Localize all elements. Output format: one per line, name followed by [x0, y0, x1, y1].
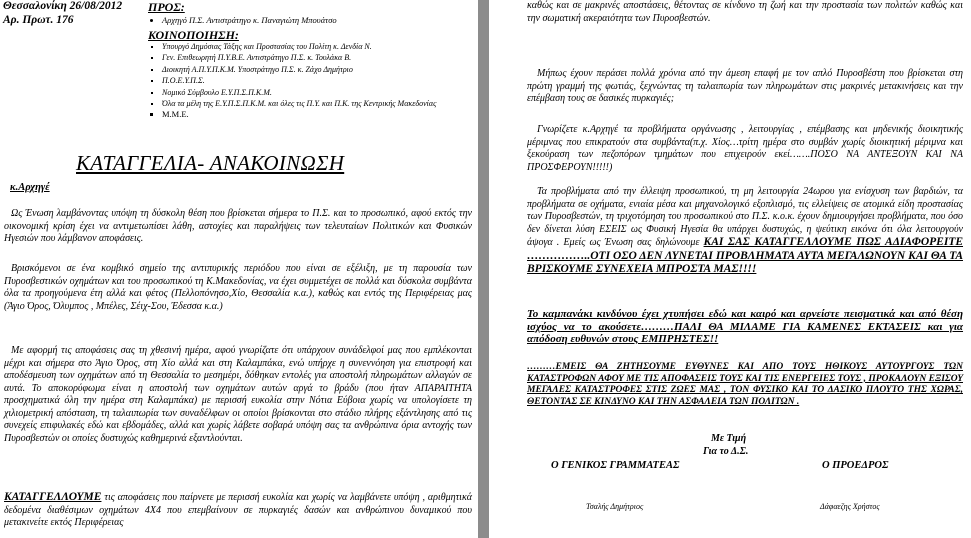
body-paragraph: [4, 208, 472, 246]
cc-recipient: ▪ Νομικό Σύμβουλο Ε.Υ.Π.Σ.Π.Κ.Μ.: [162, 87, 478, 98]
cc-list: [148, 41, 478, 121]
document-title: ΚΑΤΑΓΓΕΛΙΑ- ΑΝΑΚΟΙΝΩΣΗ: [76, 151, 345, 175]
cc-recipient: ▪ Γεν. Επιθεωρητή Π.Υ.Β.Ε. Αντιστράτηγο Π.Σ. κ. Τουλάκα Β.: [162, 52, 478, 63]
paragraph-text: Τα προβλήματα από την έλλειψη προσωπικού, τη μη λειτουργία 24ωρου για ενίσχυση των βαρδιών, τα προβλήματα σε οχήματα, ενιαία μέσα και μηχανολογικό εξοπλισμό, τις ελλείψεις σε ατομικά είδη προστασίας των Πυροσβεστών, τη τριχοτόμηση του προσωπικού στο Π.Σ. κ.ο.κ. έχουν δημιουργήσει προβλήματα, που όσο δεν δίνεται λύση ΕΣΕΙΣ ως Φυσική Ηγεσία θα υπάρχει δυστυχώς, η ψεύτικη εικόνα ότι όλα λειτουργούν άψογα . Εμείς ως Ένωση σας δηλώνουμε: [527, 186, 963, 248]
paragraph-text: Ως Ένωση λαμβάνοντας υπόψη τη δύσκολη θέση που βρίσκεται σήμερα το Π.Σ. και το προσωπικό, αφού εκτός την οικονομική κρίση έχει να αντιμετωπίσει λάθη, αστοχίες και παραλήψεις των τελευταίων Πολιτικών και Φυσικών Ηγεσιών που λάμβανον αποφάσεις.: [4, 208, 472, 244]
paragraph-text: Γνωρίζετε κ.Αρχηγέ τα προβλήματα οργάνωσης , λειτουργίας , επέμβασης και μηδενικής διοικητικής μέριμνας που επικρατούν στα συμβάντα(π.χ. Χίος…τρίτη ημέρα στο συμβάν χωρίς διοικητική μέριμνα και ξεκούραση των πεζοπόρων τμημάτων που επιχειρούν εκεί…….ΠΟΣΟ ΝΑ ΑΝΤΕΞΟΥΝ ΚΑΙ ΝΑ ΠΡΟΣΦΕΡΟΥΝ!!!!!): [527, 124, 963, 173]
paragraph-text: Βρισκόμενοι σε ένα κομβικό σημείο της αντιπυρικής περιόδου που είναι σε εξέλιξη, με τη παρουσία των Πυροσβεστικών οχημάτων και του προσωπικού τη Κ.Μακεδονίας, να έχει συμμετέχει σε πολλά και δύσκολα συμβάντα όλα τα προηγούμενα έτη αλλά και φέτος (Πελλοπόνησο,Χίο, Θεσσαλία κ.α.), καθώς και εντός της Περιφέρειας μας (Άγιο Όρος, Όλυμπος , Μπέλες, Σέιχ-Σου, Έδεσσα κ.α.): [4, 263, 472, 312]
body-paragraph: [527, 308, 963, 346]
paragraph-text: καθώς και σε μακρινές αποστάσεις, θέτοντας σε κίνδυνο τη ζωή και την προστασία των πολιτών καθώς και την σωματική ακεραιότητα των Πυροσβεστών.: [527, 0, 963, 24]
document-page-right: [489, 0, 971, 538]
signatory-name-president: Δάφαεζης Χρήστος: [820, 502, 880, 511]
body-paragraph: [527, 68, 963, 106]
signatory-name-secretary: Τσαλής Δημήτριος: [586, 502, 644, 511]
protocol-number: Αρ. Πρωτ. 176: [3, 14, 74, 26]
signatory-role-president: Ο ΠΡΟΕΔΡΟΣ: [822, 460, 889, 471]
to-recipient: • Αρχηγό Π.Σ. Αντιστράτηγο κ. Παναγιώτη Μπουάτσο: [162, 14, 478, 26]
body-paragraph: [527, 186, 963, 277]
to-heading: ΠΡΟΣ:: [148, 0, 185, 14]
cc-heading: ΚΟΙΝΟΠΟΙΗΣΗ:: [148, 28, 239, 42]
paragraph-text: ………ΕΜΕΙΣ ΘΑ ΖΗΤΗΣΟΥΜΕ ΕΥΘΥΝΕΣ ΚΑΙ ΑΠΟ ΤΟΥΣ ΗΘΙΚΟΥΣ ΑΥΤΟΥΡΓΟΥΣ ΤΩΝ ΚΑΤΑΣΤΡΟΦΩΝ ΑΦΟΥ ΜΕ ΤΙΣ ΑΠΟΦΑΣΕΙΣ ΤΟΥΣ ΚΑΙ ΤΙΣ ΕΝΕΡΓΕΙΕΣ ΤΟΥΣ , ΠΡΟΚΑΛΟΥΝ ΕΞΙΣΟΥ ΜΕΓΑΛΕΣ ΚΑΤΑΣΤΡΟΦΕΣ ΣΤΙΣ ΖΩΕΣ ΜΑΣ , ΤΟΝ ΦΥΣΙΚΟ ΚΑΙ ΤΟ ΔΑΣΙΚΟ ΠΛΟΥΤΟ ΤΗΣ ΧΩΡΑΣ, ΘΕΤΟΝΤΑΣ ΣΕ ΚΙΝΔΥΝΟ ΚΑΙ ΤΗΝ ΑΣΦΑΛΕΙΑ ΤΩΝ ΠΟΛΙΤΩΝ .: [527, 362, 963, 408]
cc-recipient: ▪ Διοικητή Α.Π.Υ.Π.Κ.Μ. Υποστράτηγο Π.Σ. κ. Ζάχο Δημήτριο: [162, 64, 478, 75]
paragraph-text: Μήπως έχουν περάσει πολλά χρόνια από την άμεση επαφή με τον απλό Πυροσβέστη που βρίσκεται στη πρώτη γραμμή της φωτιάς, ξεχνώντας τη ταλαιπωρία των πληρωμάτων στις μακρινές μετακινήσεις και την επέμβαση τους σε δασικές πυρκαγιές;: [527, 68, 963, 104]
document-page-left: [0, 0, 478, 538]
paragraph-text: τις αποφάσεις που παίρνετε με περισσή ευκολία και χωρίς να λαμβάνετε υπόψη , αριθμητικά δεδομένα διαθέσιμων οχημάτων 4Χ4 που επεμβαίνουν σε πυρκαγιές δασών και ανθρώπινου δυναμικού που μετακινείτε εκτός Περιφέρειας: [4, 492, 473, 528]
paragraph-text: Με αφορμή τις αποφάσεις σας τη χθεσινή ημέρα, αφού γνωρίζατε ότι υπάρχουν συνάδελφοί μας που εμπλέκονται μέχρι και σήμερα στο Άγιο Όρος, στη Χίο αλλά και στη Καλαμπάκα, ενώ υπήρχε η συνεννόηση για επιστροφή και αποδέσμευση των οχημάτων από τη Θεσσαλία το μεσημέρι, δόθηκαν εντολές για αποστολή πληρωμάτων αλλαγών σε αυτά. Το αποκορύφωμα είναι η αποστολή των οχημάτων αυτών αργά το βράδυ (που ήταν ΑΠΑΡΑΙΤΗΤΑ προσχηματικά όλη την ημέρα στη Καλαμπάκα) με περισσή ευκολία στην Νότια Εύβοια χωρίς να υπολογίσετε τη χιλιομετρική απόσταση, τη ταλαιπωρία των συναδέλφων οι οποίοι βρίσκονται στο στάδιο πλήρης εξάντλησης από τις συνεχείς επιφυλακές εδώ και εβδομάδες, αλλά και χωρίς λάβετε σοβαρά υπόψη σας τα ανθρώπινα όρια αντοχής των Πυροσβεστών οι οποίες δυστυχώς καθημερινά εξαντλούνται.: [4, 345, 472, 444]
body-paragraph: [4, 491, 472, 530]
to-list: [148, 14, 478, 26]
cc-recipient: ▪ Μ.Μ.Ε.: [162, 109, 478, 120]
salutation: κ.Αρχηγέ: [10, 182, 50, 193]
body-paragraph: [4, 345, 472, 445]
body-paragraph: [527, 124, 963, 174]
warning-text: Το καμπανάκι κινδύνου έχει χτυπήσει εδώ και καιρό και αρνείστε πεισματικά και από θέση ισχύος να το ακούσετε………: [527, 308, 963, 333]
warning-text-emphasis: ΠΑΛΙ ΘΑ ΜΙΛΑΜΕ ΓΙΑ ΚΑΜΕΝΕΣ ΕΚΤΑΣΕΙΣ και για απόδοση ευθυνών στους ΕΜΠΡΗΣΤΕΣ!!: [527, 320, 964, 345]
body-paragraph: [527, 362, 963, 409]
cc-recipient: ▪ Όλα τα μέλη της Ε.Υ.Π.Σ.Π.Κ.Μ. και όλες τις Π.Υ. και Π.Κ. της Κεντρικής Μακεδονίας: [162, 98, 478, 109]
page-gutter: [478, 0, 489, 538]
denounce-statement: ΚΑΙ ΣΑΣ ΚΑΤΑΓΓΕΛΛΟΥΜΕ ΠΩΣ ΑΔΙΑΦΟΡΕΙΤΕ ……………..ΟΤΙ ΟΣΟ ΔΕΝ ΛΥΝΕΤΑΙ ΠΡΟΒΛΗΜΑΤΑ ΑΥΤΑ ΜΕΓΑΛΩΝΟΥΝ ΚΑΙ ΘΑ ΤΑ ΒΡΙΣΚΟΥΜΕ ΣΥΝΕΧΕΙΑ ΜΠΡΟΣΤΑ ΜΑΣ!!!!: [527, 236, 964, 275]
closing-board: Για το Δ.Σ.: [703, 446, 749, 457]
body-paragraph: [4, 263, 472, 313]
signatory-role-secretary: Ο ΓΕΝΙΚΟΣ ΓΡΑΜΜΑΤΕΑΣ: [551, 460, 680, 471]
closing-respect: Με Τιμή: [711, 433, 747, 444]
denounce-keyword: ΚΑΤΑΓΓΕΛΛΟΥΜΕ: [4, 491, 102, 503]
cc-recipient: ▪ Υπουργό Δημόσιας Τάξης και Προστασίας του Πολίτη κ. Δενδία Ν.: [162, 41, 478, 52]
cc-recipient: ▪ Π.Ο.Ε.Υ.Π.Σ.: [162, 75, 478, 86]
city-date: Θεσσαλονίκη 26/08/2012: [3, 0, 123, 12]
body-paragraph: [527, 0, 963, 25]
